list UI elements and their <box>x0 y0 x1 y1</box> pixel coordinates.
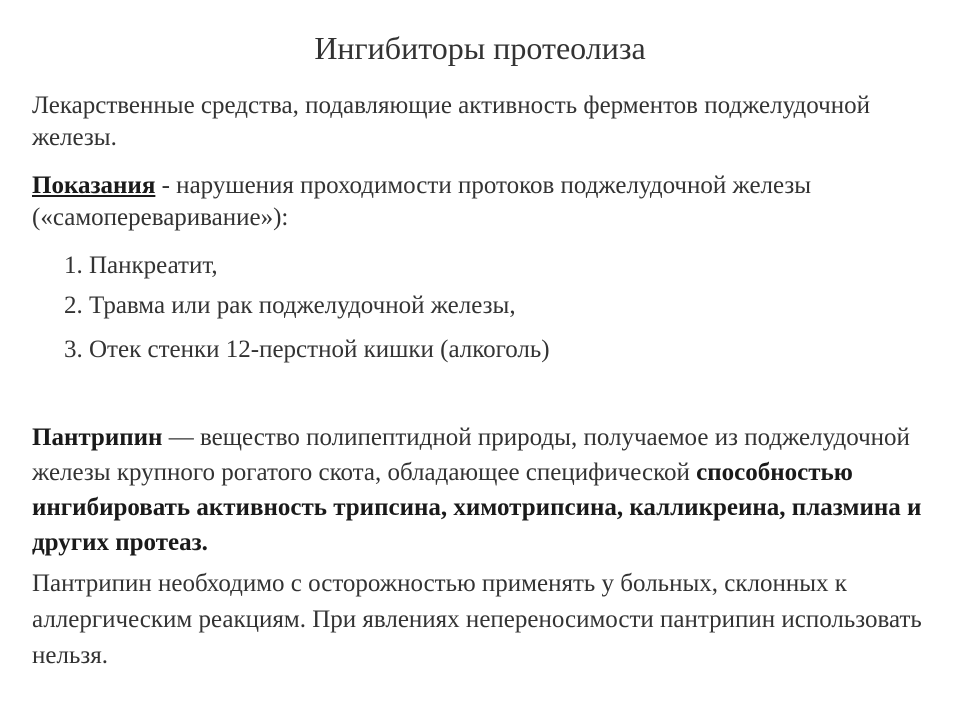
pantripin-description: — вещество полипептидной природы, получаемое из поджелудочной железы крупного рогатого скота, обладающее специфической <box>32 424 910 486</box>
pantripin-caution: Пантрипин необходимо с осторожностью применять у больных, склонных к аллергическим реакциям. При явлениях непереносимости пантрипин использовать нельзя. <box>32 570 922 669</box>
pantripin-ability: способностью ингибировать активность трипсина, химотрипсина, калликреина, плазмина и других протеаз. <box>32 459 922 556</box>
definition-paragraph: Лекарственные средства, подавляющие активность ферментов поджелудочной железы. <box>32 92 870 151</box>
indications-paragraph <box>32 170 932 234</box>
indications-label: Показания <box>32 172 156 199</box>
indications-text: - нарушения проходимости протоков поджелудочной железы («самопереваривание»): <box>32 172 812 231</box>
indication-item-2: 2. Травма или рак поджелудочной железы, <box>64 292 516 319</box>
slide-title: Ингибиторы протеолиза <box>314 30 646 66</box>
indication-item-1: 1. Панкреатит, <box>64 252 218 279</box>
pantripin-name: Пантрипин <box>32 424 163 451</box>
indication-item-3: 3. Отек стенки 12-перстной кишки (алкоголь) <box>64 336 550 363</box>
pantripin-paragraph <box>32 420 932 560</box>
